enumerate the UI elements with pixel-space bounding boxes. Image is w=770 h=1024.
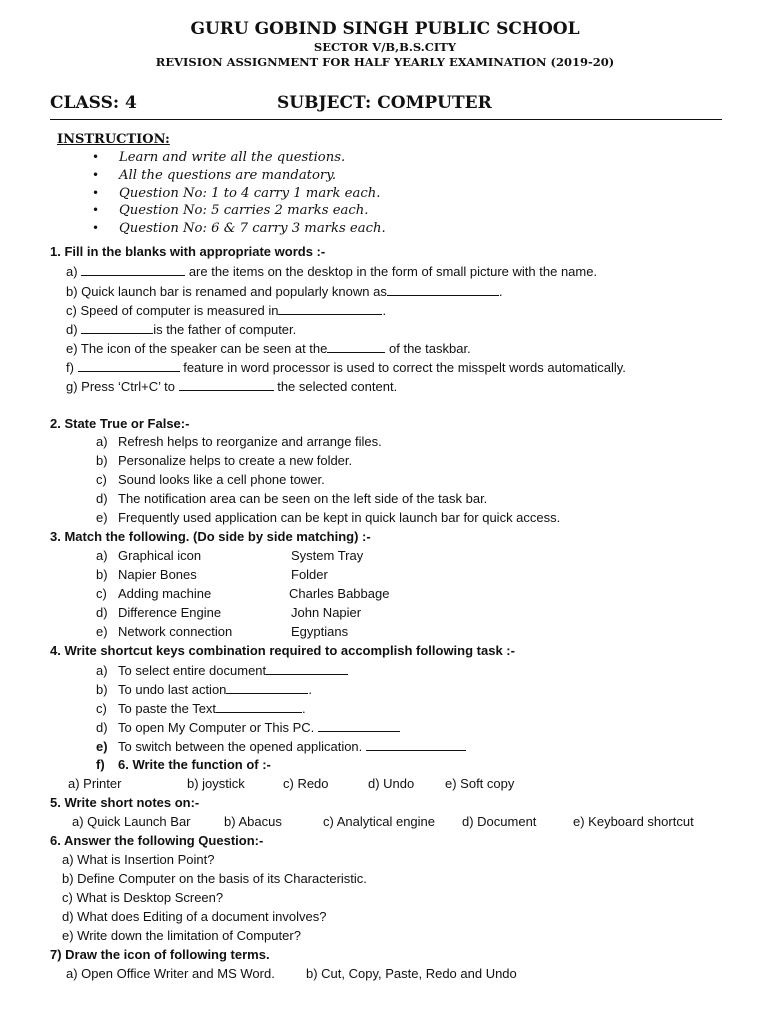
q1-item-a: a) are the items on the desktop in the form of small picture with the name. <box>66 264 598 279</box>
q6-item: d) What does Editing of a document involves? <box>62 909 327 924</box>
q1-item-b: b) Quick launch bar is renamed and popularly known as . <box>66 284 503 299</box>
instruction-item: • Learn and write all the questions. <box>92 150 346 165</box>
short-note-item: c) Analytical engine <box>323 814 436 829</box>
q2-item: d) The notification area can be seen on the left side of the task bar. <box>96 491 488 506</box>
answer-blank[interactable] <box>81 321 153 334</box>
answer-blank[interactable] <box>179 378 274 391</box>
q6-item: a) What is Insertion Point? <box>62 852 215 867</box>
answer-blank[interactable] <box>266 662 348 675</box>
q4-heading: 4. Write shortcut keys combination required to accomplish following task :- <box>50 643 515 658</box>
q6-item: c) What is Desktop Screen? <box>62 890 224 905</box>
instruction-item: • All the questions are mandatory. <box>92 167 337 183</box>
answer-blank[interactable] <box>366 738 466 751</box>
q6-item: b) Define Computer on the basis of its Characteristic. <box>62 871 367 886</box>
q2-heading: 2. State True or False:- <box>50 416 190 431</box>
answer-blank[interactable] <box>278 302 382 315</box>
function-item: a) Printer <box>68 776 122 791</box>
bullet-icon: • <box>92 203 100 218</box>
q3-left-item: b) Napier Bones <box>96 567 197 582</box>
q3-left-item: c) Adding machine <box>96 586 212 601</box>
q1-item-g: g) Press ‘Ctrl+C’ to the selected content. <box>66 379 398 394</box>
short-note-item: b) Abacus <box>224 814 282 829</box>
answer-blank[interactable] <box>226 681 308 694</box>
answer-blank[interactable] <box>387 283 499 296</box>
q4-item-f: f) 6. Write the function of :- <box>96 757 271 772</box>
short-note-item: d) Document <box>462 814 537 829</box>
q7-heading: 7) Draw the icon of following terms. <box>50 947 270 962</box>
function-item: d) Undo <box>368 776 415 791</box>
q3-heading: 3. Match the following. (Do side by side matching) :- <box>50 529 371 544</box>
instruction-item: • Question No: 5 carries 2 marks each. <box>92 203 369 219</box>
q5-heading: 5. Write short notes on:- <box>50 795 200 810</box>
q1-item-d: d) is the father of computer. <box>66 322 297 337</box>
short-note-item: e) Keyboard shortcut <box>573 814 694 829</box>
q1-item-f: f) feature in word processor is used to correct the misspelt words automatically. <box>66 360 626 375</box>
q3-right-item: John Napier <box>291 605 362 620</box>
answer-blank[interactable] <box>318 719 400 732</box>
answer-blank[interactable] <box>78 359 180 372</box>
q3-right-item: Charles Babbage <box>289 586 390 601</box>
q2-item: a) Refresh helps to reorganize and arrange files. <box>96 434 382 449</box>
q2-item: e) Frequently used application can be kept in quick launch bar for quick access. <box>96 510 561 525</box>
function-item: e) Soft copy <box>445 776 515 791</box>
q3-right-item: System Tray <box>291 548 364 563</box>
answer-blank[interactable] <box>81 263 185 276</box>
function-item: b) joystick <box>187 776 245 791</box>
school-name: GURU GOBIND SINGH PUBLIC SCHOOL <box>190 19 580 39</box>
q2-item: b) Personalize helps to create a new folder. <box>96 453 353 468</box>
school-sector: SECTOR V/B,B.S.CITY <box>313 40 457 54</box>
q1-heading: 1. Fill in the blanks with appropriate words :- <box>50 244 326 259</box>
q3-right-item: Folder <box>291 567 328 582</box>
q6-heading: 6. Answer the following Question:- <box>50 833 264 848</box>
q1-item-e: e) The icon of the speaker can be seen at the of the taskbar. <box>66 341 471 356</box>
instruction-list <box>92 149 386 238</box>
q6-item: e) Write down the limitation of Computer? <box>62 928 301 943</box>
q1-item-c: c) Speed of computer is measured in . <box>66 303 387 318</box>
q3-left-item: a) Graphical icon <box>96 548 202 563</box>
instruction-item: • Question No: 6 & 7 carry 3 marks each. <box>92 221 386 237</box>
instruction-item: • Question No: 1 to 4 carry 1 mark each. <box>92 185 381 201</box>
q4-item-b: b) To undo last action . <box>96 682 313 697</box>
q4-item-e: e) To switch between the opened application. <box>96 738 466 754</box>
q4-item-a: a) To select entire document <box>96 662 348 678</box>
answer-blank[interactable] <box>327 340 385 353</box>
q2-item: c) Sound looks like a cell phone tower. <box>96 472 325 487</box>
q3-left-item: d) Difference Engine <box>96 605 222 620</box>
q7-item-a: a) Open Office Writer and MS Word. <box>66 966 275 981</box>
instruction-title: INSTRUCTION: <box>57 132 170 147</box>
q4-item-d: d) To open My Computer or This PC. <box>96 719 400 735</box>
short-note-item: a) Quick Launch Bar <box>72 814 191 829</box>
function-item: c) Redo <box>283 776 329 791</box>
answer-blank[interactable] <box>216 700 302 713</box>
bullet-icon: • <box>92 167 100 182</box>
q3-left-item: e) Network connection <box>96 624 233 639</box>
subject-label: SUBJECT: COMPUTER <box>277 93 492 113</box>
class-label: CLASS: 4 <box>50 93 137 113</box>
bullet-icon: • <box>92 185 100 200</box>
assignment-title: REVISION ASSIGNMENT FOR HALF YEARLY EXAMINATION (2019-20) <box>155 55 615 69</box>
q4-item-c: c) To paste the Text . <box>96 701 306 716</box>
q7-item-b: b) Cut, Copy, Paste, Redo and Undo <box>306 966 517 981</box>
bullet-icon: • <box>92 150 100 164</box>
q3-right-item: Egyptians <box>291 624 349 639</box>
bullet-icon: • <box>92 221 100 236</box>
header-divider <box>50 119 722 120</box>
